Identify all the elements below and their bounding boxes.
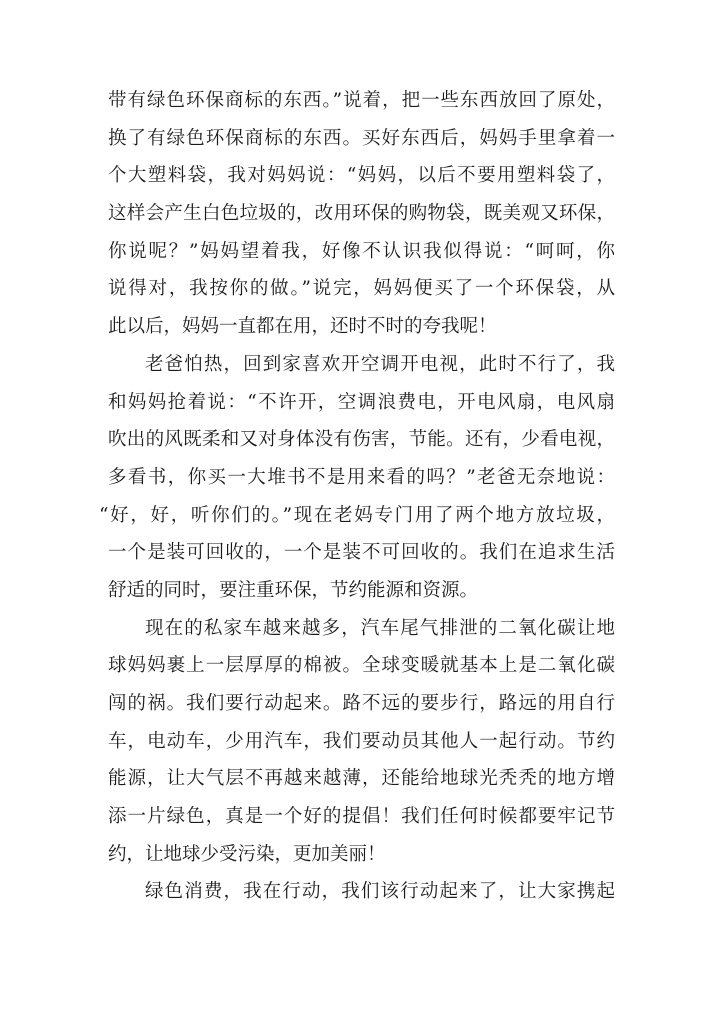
- paragraph-4: [108, 873, 615, 911]
- text-line: 舒适的同时，要注重环保，节约能源和资源。: [108, 579, 479, 601]
- text-line: “好，好，听你们的。”现在老妈专门用了两个地方放垃圾，: [99, 504, 615, 526]
- text-line: 带有绿色环保商标的东西。”说着，把一些东西放回了原处，: [108, 90, 615, 111]
- text-line: 老爸怕热，回到家喜欢开空调开电视，此时不行了，我: [145, 353, 615, 375]
- text-line: 这样会产生白色垃圾的，改用环保的购物袋，既美观又环保，: [108, 203, 615, 225]
- paragraph-3: [108, 610, 615, 874]
- text-line: 一个是装可回收的，一个是装不可回收的。我们在追求生活: [108, 542, 615, 564]
- text-line: 闯的祸。我们要行动起来。路不远的要步行，路远的用自行: [108, 693, 615, 714]
- text-line: 换了有绿色环保商标的东西。买好东西后，妈妈手里拿着一: [108, 127, 615, 149]
- text-line: 多看书，你买一大堆书不是用来看的吗？”老爸无奈地说：: [108, 466, 615, 488]
- text-line: 球妈妈裹上一层厚厚的棉被。全球变暖就基本上是二氧化碳: [108, 655, 615, 677]
- text-line: 添一片绿色，真是一个好的提倡！我们任何时候都要牢记节: [108, 806, 615, 828]
- text-line: 和妈妈抢着说：“不许开，空调浪费电，开电风扇，电风扇: [108, 391, 615, 413]
- text-line: 现在的私家车越来越多，汽车尾气排泄的二氧化碳让地: [145, 617, 615, 639]
- text-line: 绿色消费，我在行动，我们该行动起来了，让大家携起: [145, 881, 615, 903]
- paragraph-1: [108, 82, 615, 346]
- text-line: 约，让地球少受污染，更加美丽！: [108, 843, 386, 865]
- text-line: 说得对，我按你的做。”说完，妈妈便买了一个环保袋，从: [108, 278, 615, 300]
- document-body: [99, 82, 615, 911]
- text-line: 吹出的风既柔和又对身体没有伤害，节能。还有，少看电视，: [108, 429, 615, 451]
- text-line: 你说呢？”妈妈望着我，好像不认识我似得说：“呵呵，你: [108, 240, 615, 262]
- paragraph-2: [99, 346, 615, 610]
- text-line: 此以后，妈妈一直都在用，还时不时的夸我呢！: [108, 316, 497, 338]
- text-line: 车，电动车，少用汽车，我们要动员其他人一起行动。节约: [108, 730, 615, 752]
- text-line: 个大塑料袋，我对妈妈说：“妈妈，以后不要用塑料袋了，: [108, 165, 615, 187]
- text-line: 能源，让大气层不再越来越薄，还能给地球光秃秃的地方增: [108, 768, 615, 790]
